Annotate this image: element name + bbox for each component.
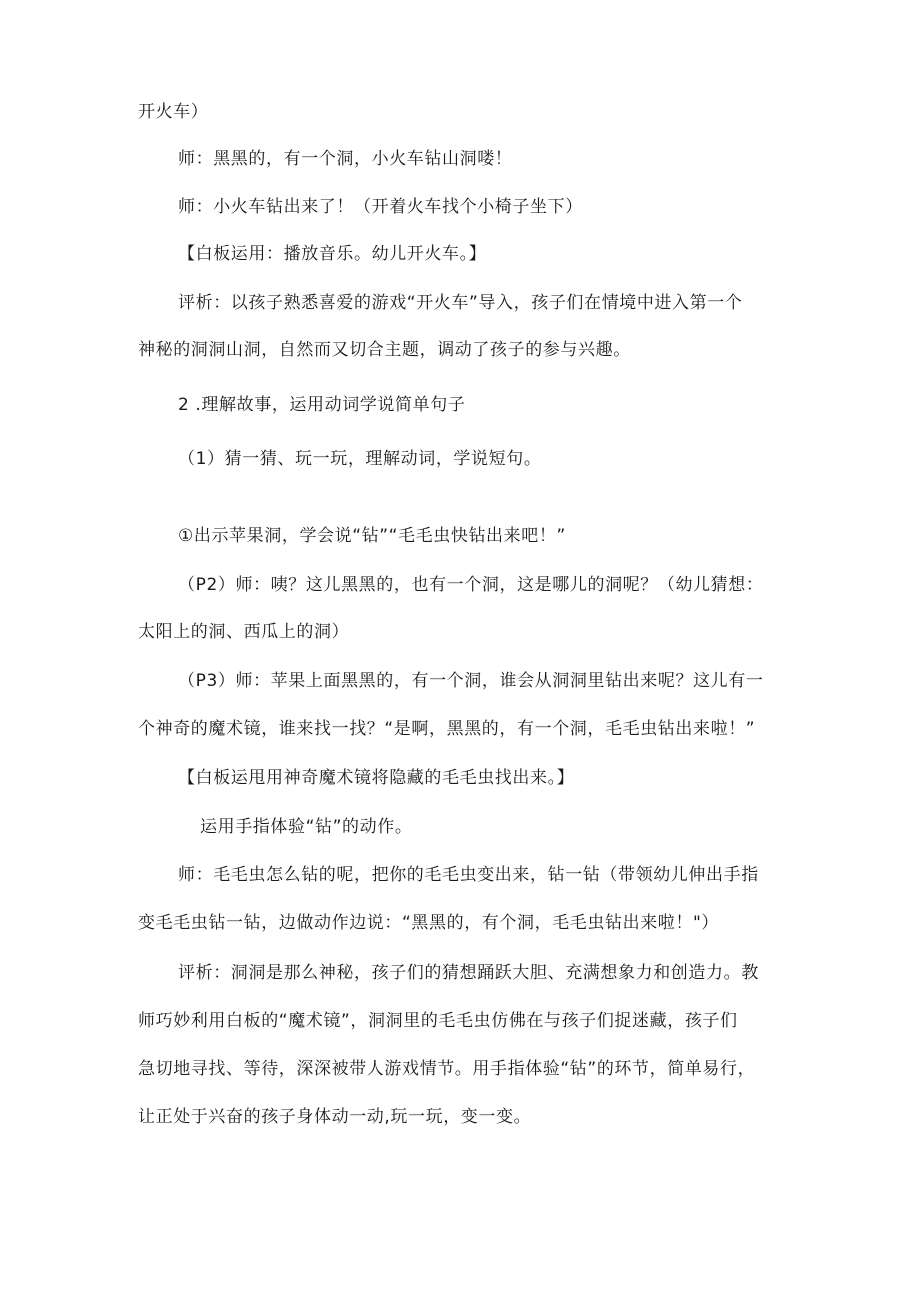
text-line: 评析：以孩子熟悉喜爱的游戏“开火车”导入，孩子们在情境中进入第一个 — [178, 293, 743, 313]
text-line: 师巧妙利用白板的“魔术镜”，洞洞里的毛毛虫仿佛在与孩子们捉迷藏，孩子们 — [138, 1011, 738, 1031]
text-line: 师：小火车钻出来了！（开着火车找个小椅子坐下） — [178, 197, 583, 217]
text-line: 变毛毛虫钻一钻，边做动作边说：“黑黑的，有个洞，毛毛虫钻出来啦！"） — [138, 913, 720, 933]
section-heading: 2 .理解故事，运用动词学说简单句子 — [178, 395, 466, 415]
text-line: （P3）师：苹果上面黑黑的，有一个洞，谁会从洞洞里钻出来呢？这儿有一 — [178, 671, 764, 691]
text-line: 师：毛毛虫怎么钻的呢，把你的毛毛虫变出来，钻一钻（带领幼儿伸出手指 — [178, 865, 759, 885]
text-line: 急切地寻找、等待，深深被带人游戏情节。用手指体验“钻”的环节，简单易行， — [138, 1059, 756, 1079]
text-line: 【白板运甩用神奇魔术镜将隐藏的毛毛虫找出来。】 — [178, 768, 575, 788]
text-line: 神秘的洞洞山洞，自然而又切合主题，调动了孩子的参与兴趣。 — [138, 340, 631, 360]
text-line: 个神奇的魔术镜，谁来找一找？“是啊，黑黑的，有一个洞，毛毛虫钻出来啦！” — [138, 719, 756, 739]
text-line: 评析：洞洞是那么神秘，孩子们的猜想踊跃大胆、充满想象力和创造力。教 — [178, 963, 759, 983]
text-line: 师：黑黑的，有一个洞，小火车钻山洞喽！ — [178, 149, 513, 169]
text-line: 让正处于兴奋的孩子身体动一动,玩一玩，变一变。 — [138, 1107, 532, 1127]
text-line: 太阳上的洞、西瓜上的洞） — [138, 622, 350, 642]
text-line: 开火车） — [138, 102, 209, 122]
text-line: 【白板运用：播放音乐。幼儿开火车。】 — [178, 244, 487, 264]
text-line: 运用手指体验“钻”的动作。 — [200, 817, 413, 837]
text-line: ①出示苹果洞，学会说“钻”“毛毛虫快钻出来吧！” — [178, 526, 566, 546]
subsection-heading: （1）猜一猜、玩一玩，理解动词，学说短句。 — [178, 449, 542, 469]
text-line: （P2）师：咦？这儿黑黑的，也有一个洞，这是哪儿的洞呢？（幼儿猜想： — [178, 575, 764, 595]
